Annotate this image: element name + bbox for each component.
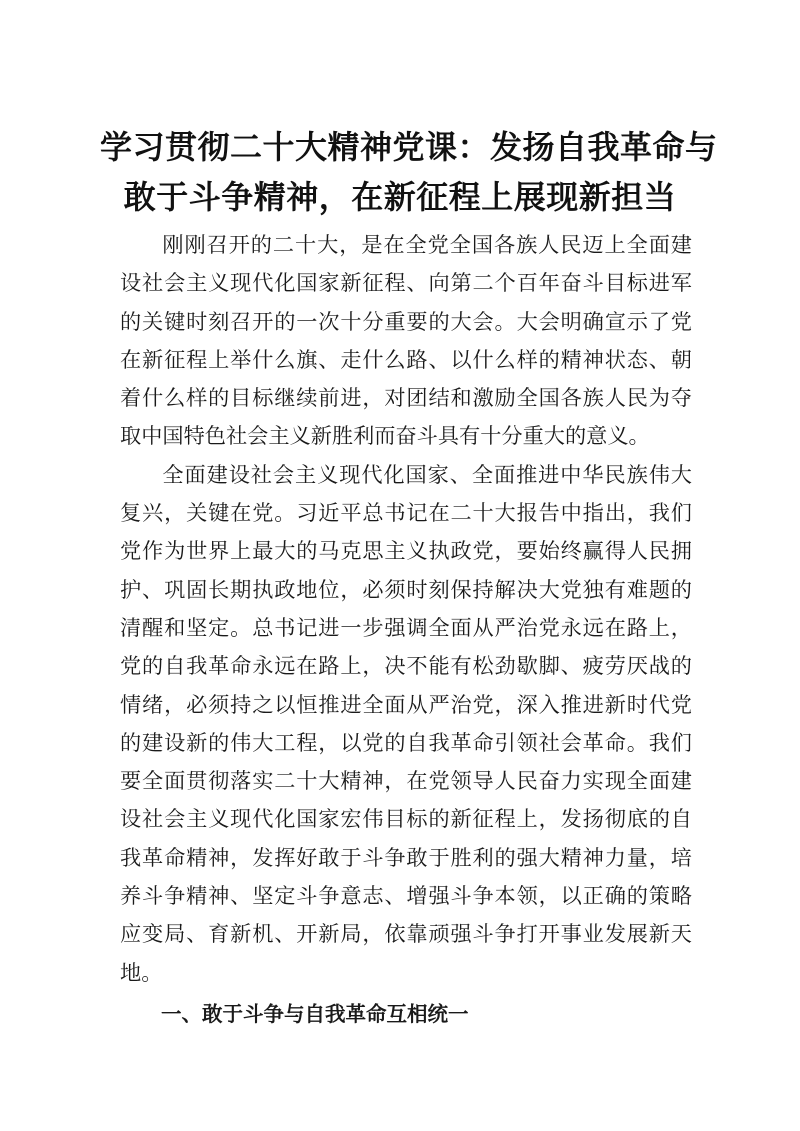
- title-line-1: 学习贯彻二十大精神党课：发扬自我革命与: [100, 128, 718, 166]
- paragraph-2: 全面建设社会主义现代化国家、全面推进中华民族伟大复兴，关键在党。习近平总书记在二十大报告中指出，我们党作为世界上最大的马克思主义执政党，要始终赢得人民拥护、巩固长期执政地位，必须时刻保持解决大党独有难题的清醒和坚定。总书记进一步强调全面从严治党永远在路上，党的自我革命永远在路上，决不能有松劲歇脚、疲劳厌战的情绪，必须持之以恒推进全面从严治党，深入推进新时代党的建设新的伟大工程，以党的自我革命引领社会革命。我们要全面贯彻落实二十大精神，在党领导人民奋力实现全面建设社会主义现代化国家宏伟目标的新征程上，发扬彻底的自我革命精神，发挥好敢于斗争敢于胜利的强大精神力量，培养斗争精神、坚定斗争意志、增强斗争本领，以正确的策略应变局、育新机、开新局，依靠顽强斗争打开事业发展新天地。: [120, 461, 692, 985]
- document-title: [100, 122, 718, 222]
- paragraph-1: 刚刚召开的二十大，是在全党全国各族人民迈上全面建设社会主义现代化国家新征程、向第二个百年奋斗目标进军的关键时刻召开的一次十分重要的大会。大会明确宣示了党在新征程上举什么旗、走什么路、以什么样的精神状态、朝着什么样的目标继续前进，对团结和激励全国各族人民为夺取中国特色社会主义新胜利而奋斗具有十分重大的意义。: [120, 232, 692, 449]
- title-line-2: 敢于斗争精神，在新征程上展现新担当: [123, 178, 677, 216]
- document-body: [120, 226, 692, 1034]
- section-heading: 一、敢于斗争与自我革命互相统一: [161, 1001, 469, 1026]
